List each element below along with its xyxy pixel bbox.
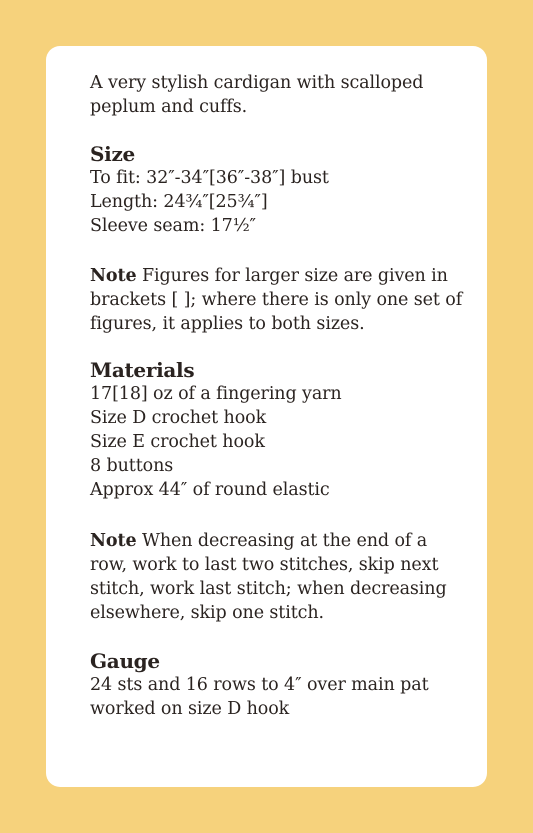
size-length-line: Length: 24¾″[25¾″]: [90, 192, 268, 212]
materials-list: [90, 382, 477, 502]
note-line: elsewhere, skip one stitch.: [90, 603, 324, 623]
note-sizes-paragraph: [90, 264, 477, 336]
note-line: brackets [ ]; where there is only one set of: [90, 290, 463, 310]
materials-item: 17[18] oz of a fingering yarn: [90, 384, 342, 404]
size-sleeve-line: Sleeve seam: 17½″: [90, 216, 256, 236]
note-line: figures, it applies to both sizes.: [90, 314, 365, 334]
size-fit-line: To fit: 32″-34″[36″-38″] bust: [90, 168, 329, 188]
materials-section: [90, 358, 477, 502]
materials-item: Size D crochet hook: [90, 408, 267, 428]
pattern-card: [46, 46, 487, 787]
size-heading: Size: [90, 142, 135, 166]
note-label: Note: [90, 531, 137, 551]
intro-paragraph: [90, 71, 477, 119]
materials-heading: Materials: [90, 358, 195, 382]
materials-item: Approx 44″ of round elastic: [90, 480, 330, 500]
note-line: stitch, work last stitch; when decreasing: [90, 579, 447, 599]
materials-item: Size E crochet hook: [90, 432, 265, 452]
note-line: [90, 529, 477, 553]
gauge-section: [90, 649, 477, 721]
size-section: [90, 142, 477, 238]
intro-line: A very stylish cardigan with scalloped: [90, 73, 424, 93]
size-list: [90, 166, 477, 238]
gauge-line: worked on size D hook: [90, 699, 290, 719]
note-text: When decreasing at the end of a: [136, 531, 428, 551]
note-line: row, work to last two stitches, skip next: [90, 555, 439, 575]
note-text: Figures for larger size are given in: [136, 266, 448, 286]
note-label: Note: [90, 266, 137, 286]
gauge-text: [90, 673, 477, 721]
note-decreasing-paragraph: [90, 529, 477, 625]
materials-item: 8 buttons: [90, 456, 174, 476]
gauge-line: 24 sts and 16 rows to 4″ over main pat: [90, 675, 429, 695]
intro-line: peplum and cuffs.: [90, 97, 248, 117]
gauge-heading: Gauge: [90, 649, 160, 673]
note-line: [90, 264, 477, 288]
